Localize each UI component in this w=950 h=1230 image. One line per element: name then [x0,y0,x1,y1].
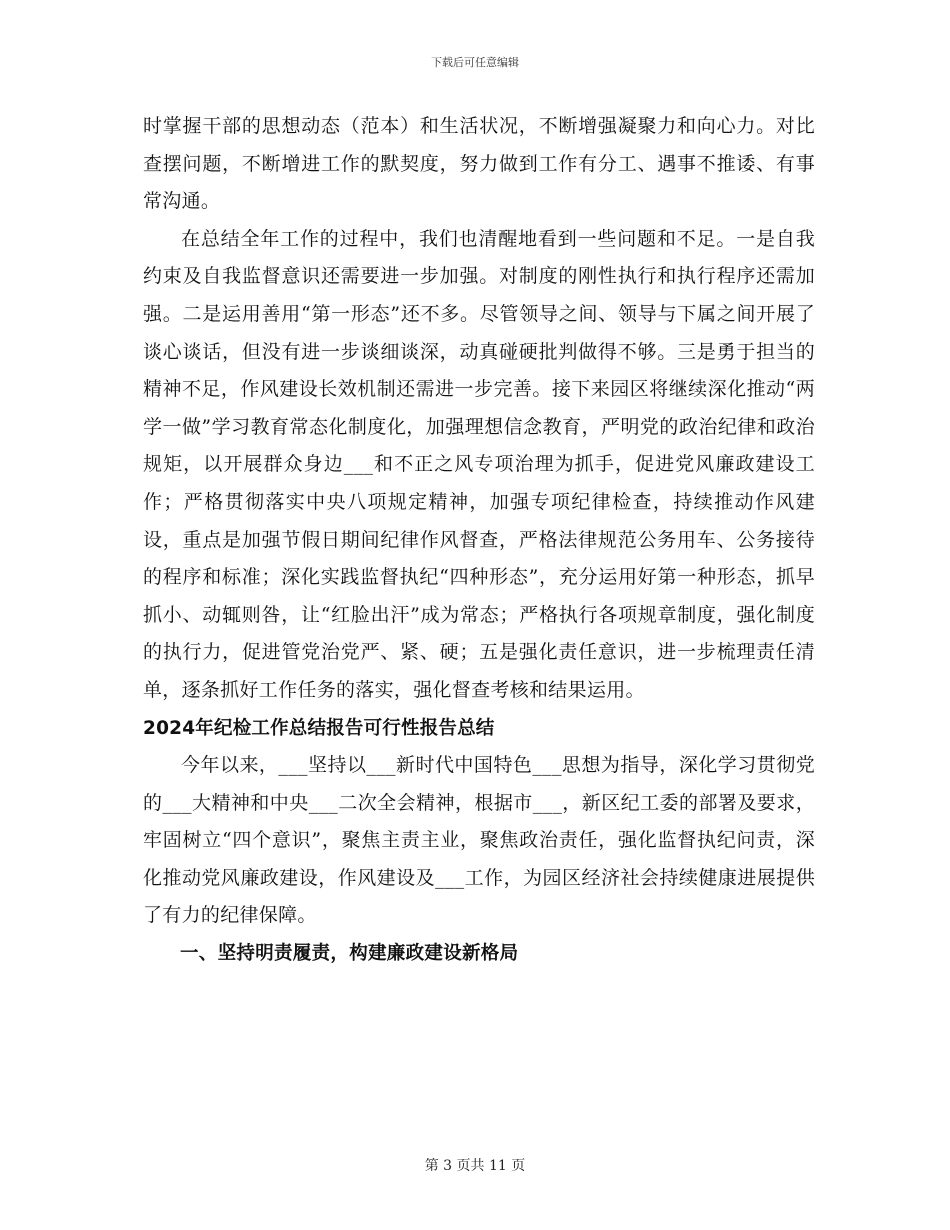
document-body [143,108,815,973]
paragraph-intro: 今年以来，___坚持以___新时代中国特色___思想为指导，深化学习贯彻党的___大精神和中央___二次全会精神，根据市___，新区纪工委的部署及要求，牢固树立“四个意识”，聚焦主责主业，聚焦政治责任，强化监督执纪问责，深化推动党风廉政建设，作风建设及___工作，为园区经济社会持续健康进展提供了有力的纪律保障。 [143,754,815,927]
section-heading: 一、坚持明责履责，构建廉政建设新格局 [180,943,519,965]
paragraph-continued: 时掌握干部的思想动态（范本）和生活状况，不断增强凝聚力和向心力。对比查摆问题，不断增进工作的默契度，努力做到工作有分工、遇事不推诿、有事常沟通。 [143,115,815,213]
page-footer: 第 3 页共 11 页 [424,1158,526,1174]
page-header: 下载后可任意编辑 [431,56,519,69]
paragraph-problems: 在总结全年工作的过程中，我们也清醒地看到一些问题和不足。一是自我约束及自我监督意识还需要进一步加强。对制度的刚性执行和执行程序还需加强。二是运用善用“第一形态”还不多。尽管领导之间、领导与下属之间开展了谈心谈话，但没有进一步谈细谈深，动真碰硬批判做得不够。三是勇于担当的精神不足，作风建设长效机制还需进一步完善。接下来园区将继续深化推动“两学一做”学习教育常态化制度化，加强理想信念教育，严明党的政治纪律和政治规矩，以开展群众身边___和不正之风专项治理为抓手，促进党风廉政建设工作；严格贯彻落实中央八项规定精神，加强专项纪律检查，持续推动作风建设，重点是加强节假日期间纪律作风督查，严格法律规范公务用车、公务接待的程序和标准；深化实践监督执纪“四种形态”，充分运用好第一种形态，抓早抓小、动辄则咎，让“红脸出汗”成为常态；严格执行各项规章制度，强化制度的执行力，促进管党治党严、紧、硬；五是强化责任意识，进一步梳理责任清单，逐条抓好工作任务的落实，强化督查考核和结果运用。 [143,227,815,701]
document-title: 2024年纪检工作总结报告可行性报告总结 [143,717,495,739]
